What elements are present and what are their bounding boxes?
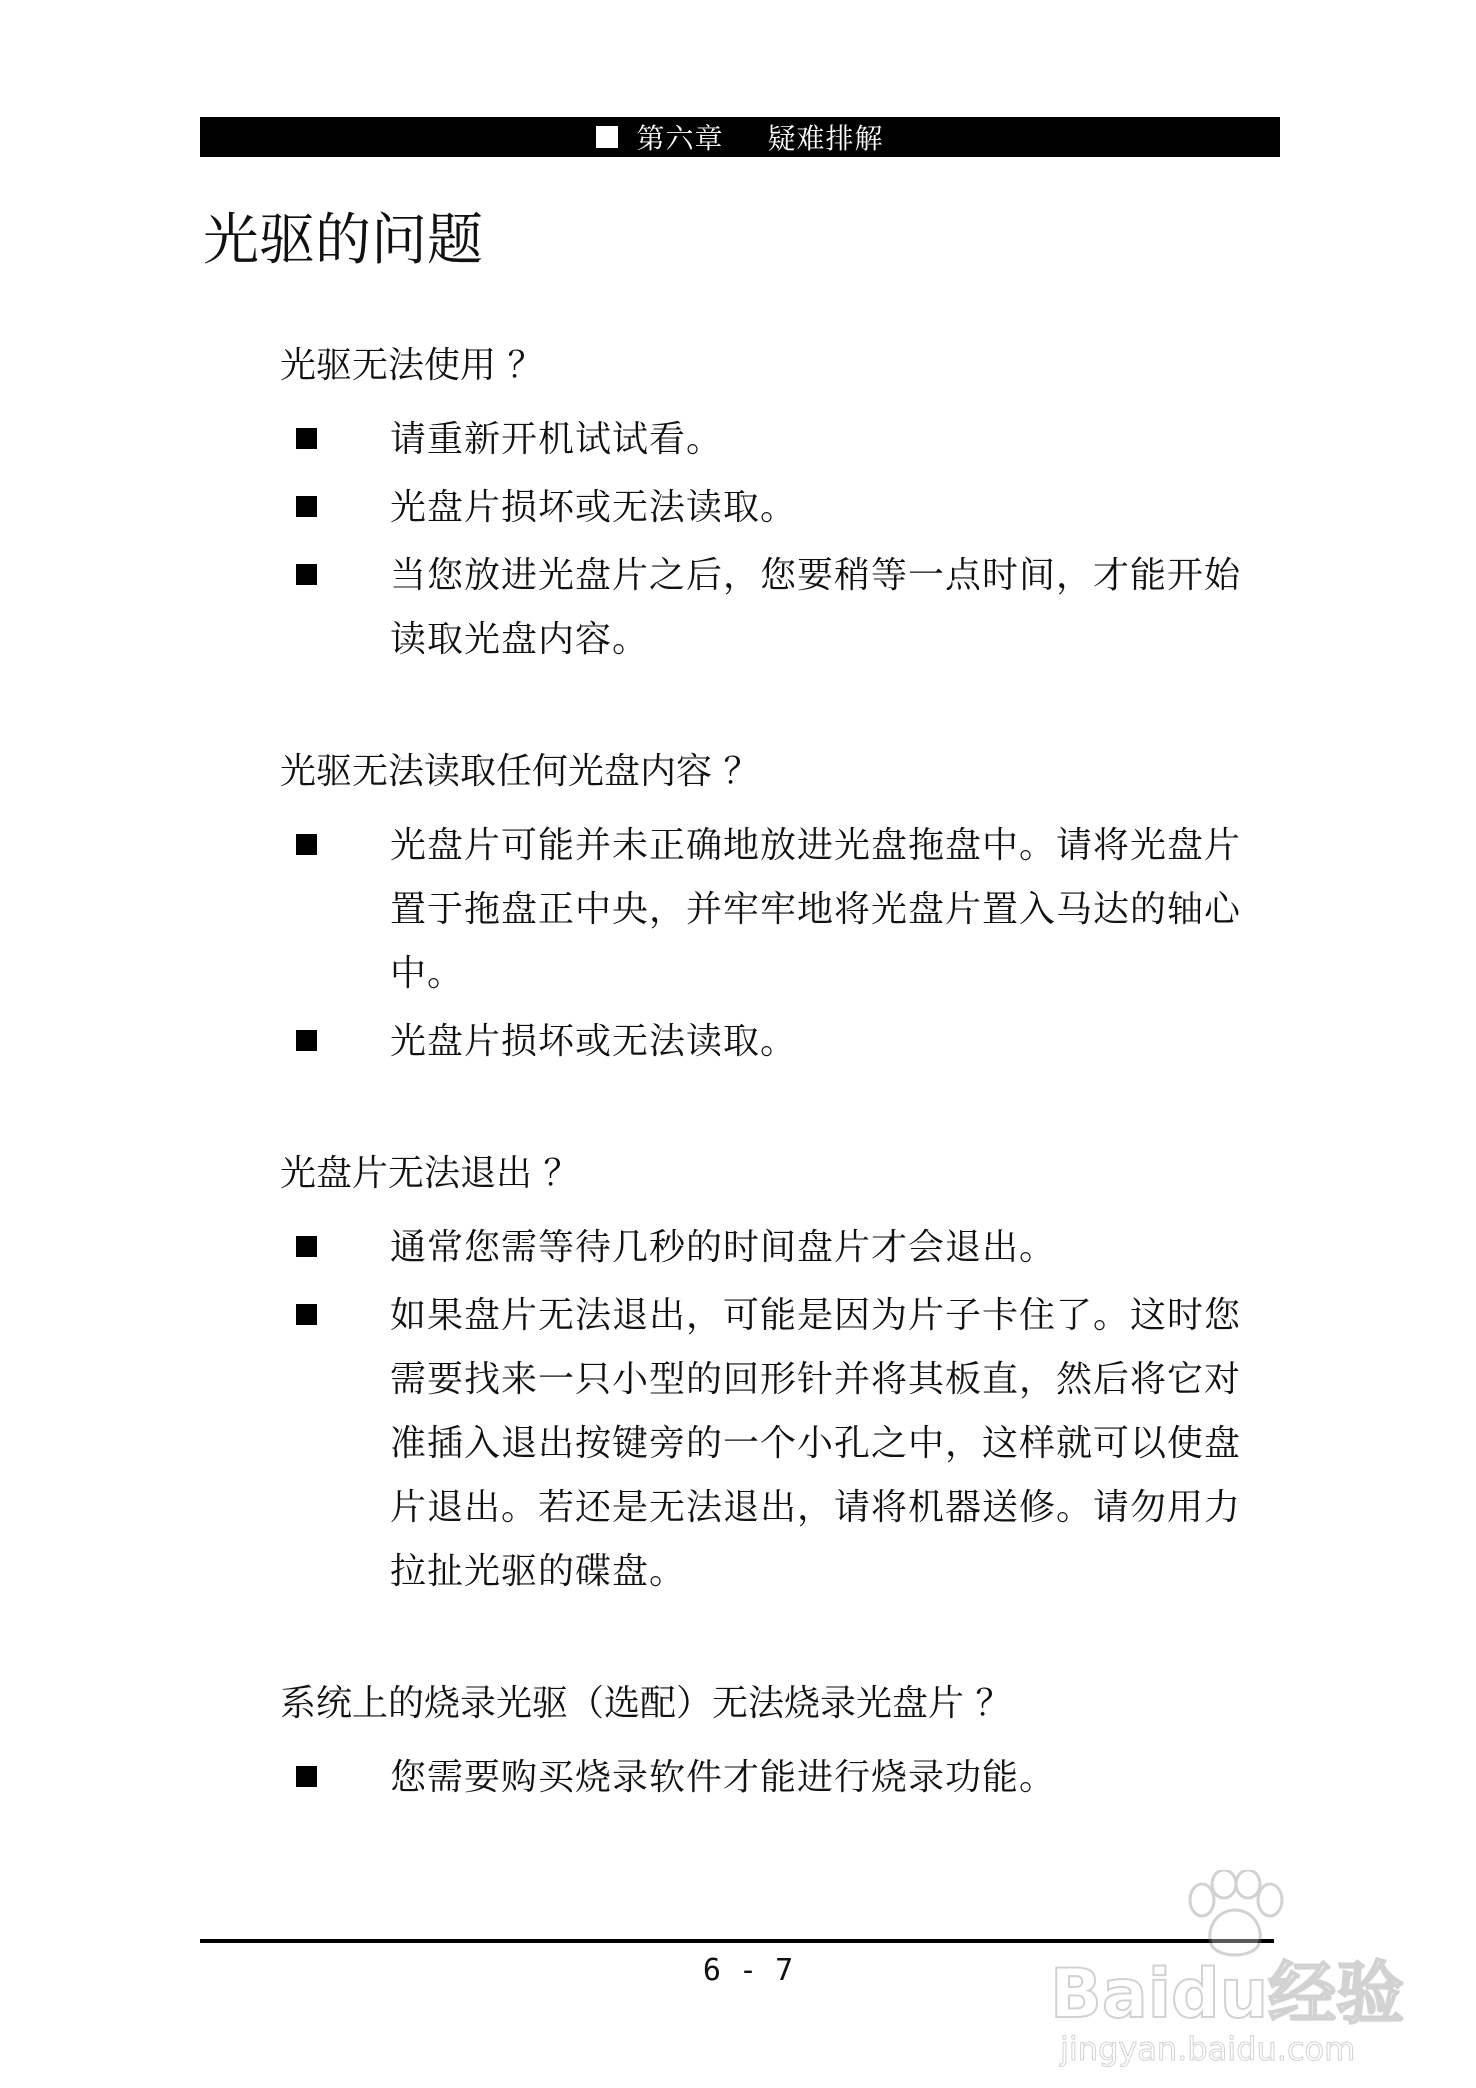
page-title: 光驱的问题 (203, 208, 483, 273)
square-bullet-icon (280, 1010, 390, 1072)
question-heading: 光盘片无法退出 ？ (280, 1153, 580, 1194)
item-text: 光盘片损坏或无法读取。 (390, 1021, 798, 1062)
list-item (280, 814, 1280, 1006)
square-bullet-icon (280, 1746, 390, 1808)
item-text: 光盘片可能并未正确地放进光盘拖盘中。请将光盘片置于拖盘正中央，并牢牢地将光盘片置入马达的轴心中。 (390, 825, 1242, 994)
baidu-watermark (1040, 1870, 1460, 2080)
square-bullet-icon (280, 476, 390, 538)
item-text: 如果盘片无法退出，可能是因为片子卡住了。这时您需要找来一只小型的回形针并将其板直，然后将它对准插入退出按键旁的一个小孔之中，这样就可以使盘片退出。若还是无法退出，请将机器送修。请勿用力拉扯光驱的碟盘。 (390, 1295, 1242, 1592)
item-text: 您需要购买烧录软件才能进行烧录功能。 (390, 1757, 1057, 1798)
list-item (280, 1284, 1280, 1604)
square-bullet-icon (596, 126, 618, 148)
list-item (280, 1746, 1280, 1810)
content-area (280, 340, 1280, 1884)
chapter-number: 第六章 (636, 122, 724, 155)
list-item (280, 476, 1280, 540)
square-bullet-icon (280, 544, 390, 606)
square-bullet-icon (280, 1216, 390, 1278)
chapter-title: 疑难排解 (767, 122, 884, 155)
square-bullet-icon (280, 814, 390, 876)
item-text: 请重新开机试试看。 (390, 419, 724, 460)
watermark-brand: Baidu经验 (1050, 1955, 1405, 2034)
square-bullet-icon (280, 1284, 390, 1346)
item-text: 光盘片损坏或无法读取。 (390, 487, 798, 528)
item-text: 通常您需等待几秒的时间盘片才会退出。 (390, 1227, 1057, 1268)
watermark-url: jingyan.baidu.com (1060, 2030, 1356, 2068)
question-heading: 光驱无法使用 ？ (280, 345, 544, 386)
section-cannot-read-disc (280, 746, 1280, 1074)
list-item (280, 408, 1280, 472)
question-heading: 系统上的烧录光驱（选配）无法烧录光盘片 ？ (280, 1683, 1012, 1724)
chapter-header-bar (200, 117, 1280, 157)
section-disc-cannot-eject (280, 1148, 1280, 1604)
page-number: 6 - 7 (702, 1953, 794, 1988)
item-text: 当您放进光盘片之后，您要稍等一点时间，才能开始读取光盘内容。 (390, 555, 1242, 660)
question-heading: 光驱无法读取任何光盘内容 ？ (280, 751, 760, 792)
section-burner-cannot-burn (280, 1678, 1280, 1810)
section-drive-unusable (280, 340, 1280, 672)
square-bullet-icon (280, 408, 390, 470)
list-item (280, 544, 1280, 672)
list-item (280, 1010, 1280, 1074)
list-item (280, 1216, 1280, 1280)
